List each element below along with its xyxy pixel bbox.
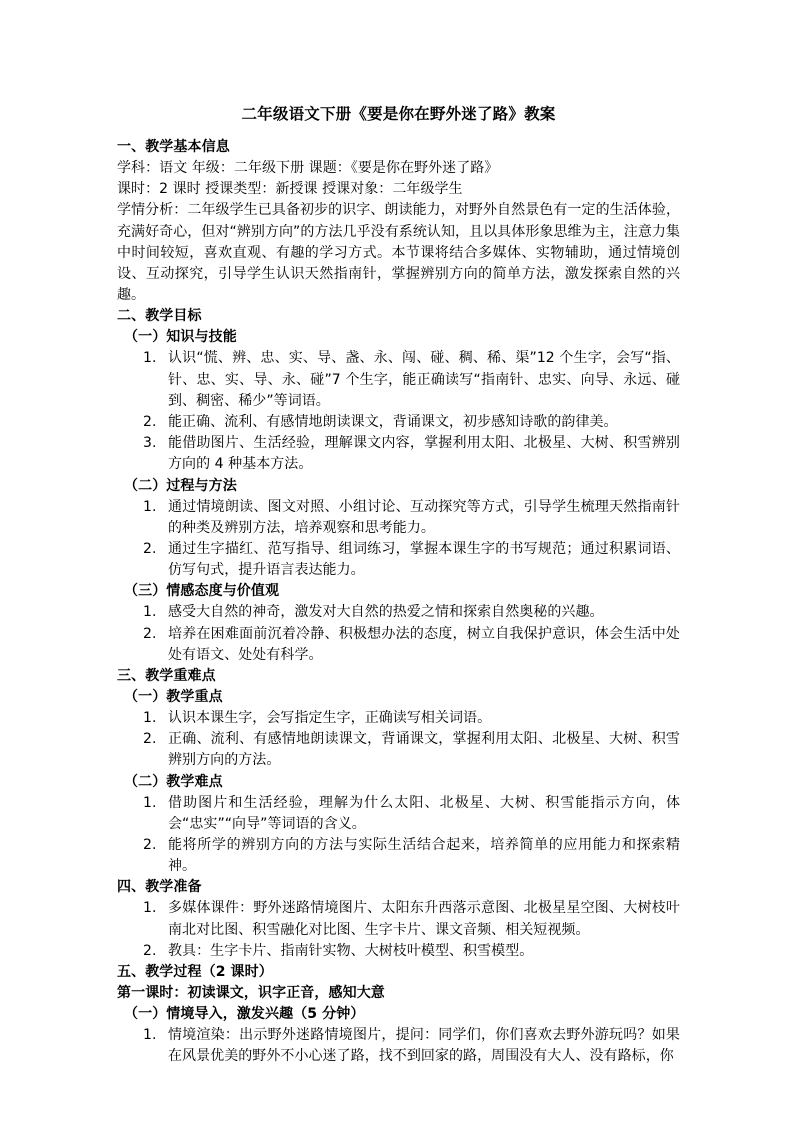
section-teaching-process	[117, 962, 680, 1067]
subsection-heading-key-points: （一）教学重点	[124, 689, 223, 706]
list-item: 借助图片和生活经验，理解为什么太阳、北极星、大树、积雪能指示方向，体会“忠实”“向导”等词语的含义。	[168, 794, 680, 832]
basic-info-line-periods: 课时：2 课时 授课类型：新授课 授课对象：二年级学生	[117, 181, 463, 198]
list-key-points	[117, 708, 680, 772]
section-teaching-objectives	[117, 306, 680, 666]
subsection-heading-difficult-points: （二）教学难点	[124, 773, 223, 790]
list-item: 认识“慌、辨、忠、实、导、盏、永、闯、碰、稠、稀、渠”12 个生字，会写“指、针、忠、实、导、永、碰”7 个生字，能正确读写“指南针、忠实、向导、永远、碰到、稠密、稀少”等词语。	[168, 350, 680, 409]
list-situational-intro	[117, 1025, 680, 1067]
list-knowledge-skills	[117, 348, 680, 475]
page-title: 二年级语文下册《要是你在野外迷了路》教案	[241, 105, 556, 123]
list-item: 感受大自然的神奇，激发对大自然的热爱之情和探索自然奥秘的兴趣。	[168, 604, 604, 621]
list-item: 教具：生字卡片、指南针实物、大树枝叶模型、积雪模型。	[168, 942, 534, 959]
subsection-heading-knowledge-skills: （一）知识与技能	[124, 329, 237, 346]
list-teaching-preparation	[117, 898, 680, 962]
list-item: 能借助图片、生活经验，理解课文内容，掌握利用太阳、北极星、大树、积雪辨别方向的 4 种基本方法。	[168, 435, 680, 473]
list-item: 能将所学的辨别方向的方法与实际生活结合起来，培养简单的应用能力和探索精神。	[168, 837, 680, 875]
section-key-difficult-points	[117, 666, 680, 877]
list-process-methods	[117, 497, 680, 582]
section-heading-3: 三、教学重难点	[117, 668, 216, 685]
section-teaching-preparation	[117, 877, 680, 962]
section-heading-5: 五、教学过程（2 课时）	[117, 964, 273, 981]
list-emotion-values	[117, 602, 680, 666]
section-heading-2: 二、教学目标	[117, 308, 202, 325]
section-basic-info	[117, 137, 680, 306]
basic-info-student-analysis: 学情分析：二年级学生已具备初步的识字、朗读能力，对野外自然景色有一定的生活体验，充满好奇心，但对“辨别方向”的方法几乎没有系统认知，且以具体形象思维为主，注意力集中时间较短，喜欢直观、有趣的学习方式。本节课将结合多媒体、实物辅助，通过情境创设、互动探究，引导学生认识天然指南针，掌握辨别方向的简单方法，激发探索自然的兴趣。	[117, 202, 680, 304]
lesson-one-heading: 第一课时：初读课文，识字正音，感知大意	[117, 985, 385, 1002]
basic-info-line-subject: 学科：语文 年级：二年级下册 课题：《要是你在野外迷了路》	[117, 160, 499, 176]
list-item: 能正确、流利、有感情地朗读课文，背诵课文，初步感知诗歌的韵律美。	[168, 414, 618, 431]
subsection-heading-process-methods: （二）过程与方法	[124, 477, 237, 494]
list-item: 通过生字描红、范写指导、组词练习，掌握本课生字的书写规范；通过积累词语、仿写句式，提升语言表达能力。	[168, 541, 680, 579]
list-item: 情境渲染：出示野外迷路情境图片，提问：同学们，你们喜欢去野外游玩吗？如果在风景优美的野外不小心迷了路，找不到回家的路，周围没有大人、没有路标，你	[168, 1027, 680, 1065]
list-difficult-points	[117, 793, 680, 878]
subsection-heading-emotion-values: （三）情感态度与价值观	[124, 583, 280, 600]
list-item: 认识本课生字，会写指定生字，正确读写相关词语。	[168, 710, 492, 727]
subsection-heading-situational-intro: （一）情境导入，激发兴趣（5 分钟）	[124, 1006, 365, 1023]
list-item: 培养在困难面前沉着冷静、积极想办法的态度，树立自我保护意识，体会生活中处处有语文、处处有科学。	[168, 625, 680, 663]
list-item: 多媒体课件：野外迷路情境图片、太阳东升西落示意图、北极星星空图、大树枝叶南北对比图、积雪融化对比图、生字卡片、课文音频、相关短视频。	[168, 900, 680, 938]
list-item: 通过情境朗读、图文对照、小组讨论、互动探究等方式，引导学生梳理天然指南针的种类及辨别方法，培养观察和思考能力。	[168, 498, 680, 536]
section-heading-1: 一、教学基本信息	[117, 139, 230, 155]
list-item: 正确、流利、有感情地朗读课文，背诵课文，掌握利用太阳、北极星、大树、积雪辨别方向的方法。	[168, 731, 680, 769]
section-heading-4: 四、教学准备	[117, 879, 202, 896]
